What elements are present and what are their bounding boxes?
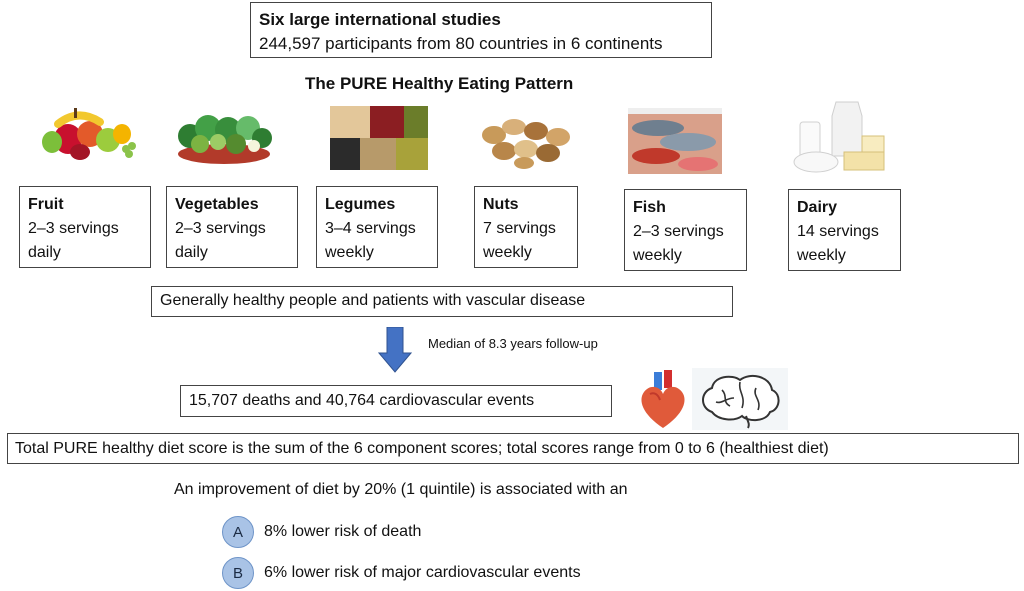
legumes-icon [330, 106, 428, 170]
score-box [7, 433, 1019, 464]
result-text: 8% lower risk of death [264, 523, 422, 540]
down-arrow-icon [378, 327, 412, 373]
food-servings: 2–3 servings [175, 220, 266, 237]
food-servings: 3–4 servings [325, 220, 416, 237]
result-b [222, 557, 581, 589]
fruit-icon [38, 104, 140, 162]
outcomes-box [180, 385, 612, 417]
studies-subtitle: 244,597 participants from 80 countries in 6 continents [259, 34, 663, 53]
food-name: Legumes [325, 196, 396, 213]
score-text: Total PURE healthy diet score is the sum of the 6 component scores; total scores range from 0 to 6 (healthiest diet) [15, 440, 829, 457]
food-name: Nuts [483, 196, 519, 213]
improvement-text: An improvement of diet by 20% (1 quintile) is associated with an [174, 481, 628, 498]
vegetables-icon [174, 106, 274, 166]
result-text: 6% lower risk of major cardiovascular events [264, 564, 581, 581]
food-box-vegetables [166, 186, 298, 268]
food-name: Dairy [797, 199, 838, 216]
food-name: Fruit [28, 196, 64, 213]
food-name: Vegetables [175, 196, 259, 213]
food-frequency: daily [175, 244, 208, 261]
outcomes-text: 15,707 deaths and 40,764 cardiovascular events [189, 392, 535, 409]
population-text: Generally healthy people and patients with vascular disease [160, 292, 586, 309]
food-frequency: weekly [325, 244, 374, 261]
food-servings: 2–3 servings [28, 220, 119, 237]
badge-a: A [222, 516, 254, 548]
pattern-title: The PURE Healthy Eating Pattern [305, 74, 574, 93]
food-box-nuts [474, 186, 578, 268]
fish-icon [628, 108, 722, 174]
food-box-legumes [316, 186, 438, 268]
food-servings: 14 servings [797, 223, 879, 240]
food-frequency: weekly [483, 244, 532, 261]
badge-b: B [222, 557, 254, 589]
heart-icon [636, 370, 690, 430]
followup-text: Median of 8.3 years follow-up [428, 336, 598, 351]
food-frequency: weekly [633, 247, 682, 264]
food-box-dairy [788, 189, 901, 271]
studies-box [250, 2, 712, 58]
food-servings: 7 servings [483, 220, 556, 237]
nuts-icon [474, 105, 578, 171]
food-box-fish [624, 189, 747, 271]
food-frequency: daily [28, 244, 61, 261]
food-frequency: weekly [797, 247, 846, 264]
food-name: Fish [633, 199, 666, 216]
food-servings: 2–3 servings [633, 223, 724, 240]
food-box-fruit [19, 186, 151, 268]
studies-title: Six large international studies [259, 10, 501, 29]
brain-icon [692, 368, 788, 430]
result-a [222, 516, 421, 548]
dairy-icon [792, 98, 892, 180]
population-box [151, 286, 733, 317]
